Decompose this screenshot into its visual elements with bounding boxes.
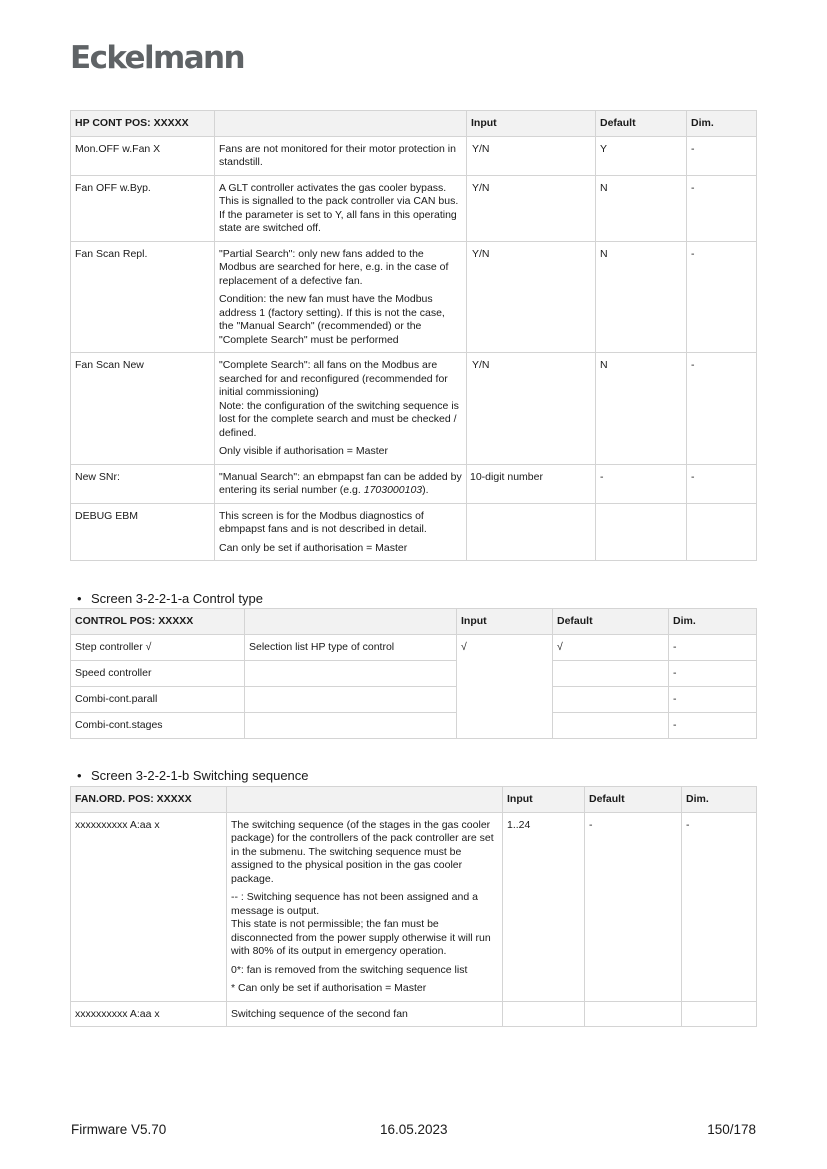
- control-type-dim: -: [669, 634, 757, 660]
- parameter-dim: -: [687, 353, 757, 465]
- fan-order-name: xxxxxxxxxx A:aa x: [71, 1001, 227, 1027]
- control-type-default: [553, 686, 669, 712]
- column-header: [227, 787, 503, 813]
- fan-ord-pos-table: [70, 786, 757, 1027]
- column-header: HP CONT POS: XXXXX: [71, 111, 215, 137]
- column-header: [245, 609, 457, 635]
- control-type-description: Selection list HP type of control: [245, 634, 457, 660]
- parameter-dim: -: [687, 175, 757, 241]
- column-header: [215, 111, 467, 137]
- fan-order-dim: -: [682, 812, 757, 1001]
- fan-order-name: xxxxxxxxxx A:aa x: [71, 812, 227, 1001]
- control-type-name: Step controller √: [71, 634, 245, 660]
- parameter-name: DEBUG EBM: [71, 503, 215, 561]
- parameter-input: Y/N: [467, 241, 596, 353]
- section-heading-switching-sequence: • Screen 3-2-2-1-b Switching sequence: [77, 768, 309, 783]
- table-row: [71, 686, 757, 712]
- control-type-description: [245, 660, 457, 686]
- column-header: Dim.: [669, 609, 757, 635]
- table-row: [71, 660, 757, 686]
- table-row: [71, 634, 757, 660]
- parameter-default: N: [596, 241, 687, 353]
- control-type-name: Speed controller: [71, 660, 245, 686]
- parameter-input: Y/N: [467, 353, 596, 465]
- control-type-name: Combi-cont.parall: [71, 686, 245, 712]
- parameter-default: -: [596, 464, 687, 503]
- fan-order-dim: [682, 1001, 757, 1027]
- column-header: Default: [596, 111, 687, 137]
- fan-order-default: [585, 1001, 682, 1027]
- table-row: [71, 464, 757, 503]
- column-header: FAN.ORD. POS: XXXXX: [71, 787, 227, 813]
- parameter-input: Y/N: [467, 175, 596, 241]
- column-header: Dim.: [687, 111, 757, 137]
- fan-order-default: -: [585, 812, 682, 1001]
- parameter-default: N: [596, 175, 687, 241]
- parameter-description: Fans are not monitored for their motor protection in standstill.: [215, 136, 467, 175]
- parameter-input: Y/N: [467, 136, 596, 175]
- table-row: [71, 712, 757, 738]
- control-type-description: [245, 686, 457, 712]
- parameter-default: Y: [596, 136, 687, 175]
- column-header: Dim.: [682, 787, 757, 813]
- parameter-description: This screen is for the Modbus diagnostics of ebmpapst fans and is not described in detail. Can only be set if authorisation = Master: [215, 503, 467, 561]
- fan-order-description: The switching sequence (of the stages in the gas cooler package) for the controllers of the pack controller are set in the submenu. The switching sequence must be assigned to the physical position in the gas cooler package. -- : Switching sequence has not been assigned and a message is output. This state is not permissible; the fan must be disconnected from the power supply otherwise it will run with 80% of its output in emergency operation. 0*: fan is removed from the switching sequence list * Can only be set if authorisation = Master: [227, 812, 503, 1001]
- control-pos-table: [70, 608, 757, 739]
- control-type-dim: -: [669, 686, 757, 712]
- control-type-dim: -: [669, 712, 757, 738]
- control-type-description: [245, 712, 457, 738]
- table-row: [71, 175, 757, 241]
- control-type-default: √: [553, 634, 669, 660]
- table-row: [71, 503, 757, 561]
- parameter-name: Fan Scan Repl.: [71, 241, 215, 353]
- column-header: Default: [553, 609, 669, 635]
- table-row: [71, 812, 757, 1001]
- control-type-input: √: [457, 634, 553, 738]
- table-row: [71, 353, 757, 465]
- footer-page-number: 150/178: [707, 1122, 756, 1137]
- parameter-name: Mon.OFF w.Fan X: [71, 136, 215, 175]
- table-header-row: [71, 111, 757, 137]
- hp-cont-pos-table: [70, 110, 757, 561]
- column-header: Input: [467, 111, 596, 137]
- bullet-icon: •: [77, 768, 82, 783]
- parameter-name: Fan OFF w.Byp.: [71, 175, 215, 241]
- parameter-default: [596, 503, 687, 561]
- control-type-name: Combi-cont.stages: [71, 712, 245, 738]
- footer-date: 16.05.2023: [380, 1122, 448, 1137]
- parameter-description: "Complete Search": all fans on the Modbus are searched for and reconfigured (recommended for initial commissioning) Note: the configuration of the switching sequence is lost for the complete search and must be checked / defined. Only visible if authorisation = Master: [215, 353, 467, 465]
- control-type-default: [553, 660, 669, 686]
- bullet-icon: •: [77, 591, 82, 606]
- table-row: [71, 136, 757, 175]
- parameter-dim: -: [687, 136, 757, 175]
- control-type-dim: -: [669, 660, 757, 686]
- table-header-row: [71, 609, 757, 635]
- parameter-input: 10-digit number: [467, 464, 596, 503]
- table-header-row: [71, 787, 757, 813]
- control-type-default: [553, 712, 669, 738]
- parameter-dim: [687, 503, 757, 561]
- table-row: [71, 241, 757, 353]
- parameter-description: A GLT controller activates the gas cooler bypass. This is signalled to the pack controller via CAN bus. If the parameter is set to Y, all fans in this operating state are switched off.: [215, 175, 467, 241]
- fan-order-input: 1..24: [503, 812, 585, 1001]
- parameter-name: New SNr:: [71, 464, 215, 503]
- column-header: CONTROL POS: XXXXX: [71, 609, 245, 635]
- footer-firmware-version: Firmware V5.70: [71, 1122, 167, 1137]
- parameter-name: Fan Scan New: [71, 353, 215, 465]
- parameter-dim: -: [687, 464, 757, 503]
- section-heading-control-type: • Screen 3-2-2-1-a Control type: [77, 591, 263, 606]
- fan-order-description: Switching sequence of the second fan: [227, 1001, 503, 1027]
- parameter-default: N: [596, 353, 687, 465]
- eckelmann-logo: Eckelmann: [70, 40, 244, 76]
- column-header: Input: [503, 787, 585, 813]
- column-header: Default: [585, 787, 682, 813]
- fan-order-input: [503, 1001, 585, 1027]
- parameter-input: [467, 503, 596, 561]
- table-row: [71, 1001, 757, 1027]
- parameter-description: "Manual Search": an ebmpapst fan can be added by entering its serial number (e.g. 1703000103).: [215, 464, 467, 503]
- parameter-dim: -: [687, 241, 757, 353]
- parameter-description: "Partial Search": only new fans added to the Modbus are searched for here, e.g. in the case of replacement of a defective fan. Condition: the new fan must have the Modbus address 1 (factory setting). If this is not the case, the "Manual Search" (recommended) or the "Complete Search" must be performed: [215, 241, 467, 353]
- column-header: Input: [457, 609, 553, 635]
